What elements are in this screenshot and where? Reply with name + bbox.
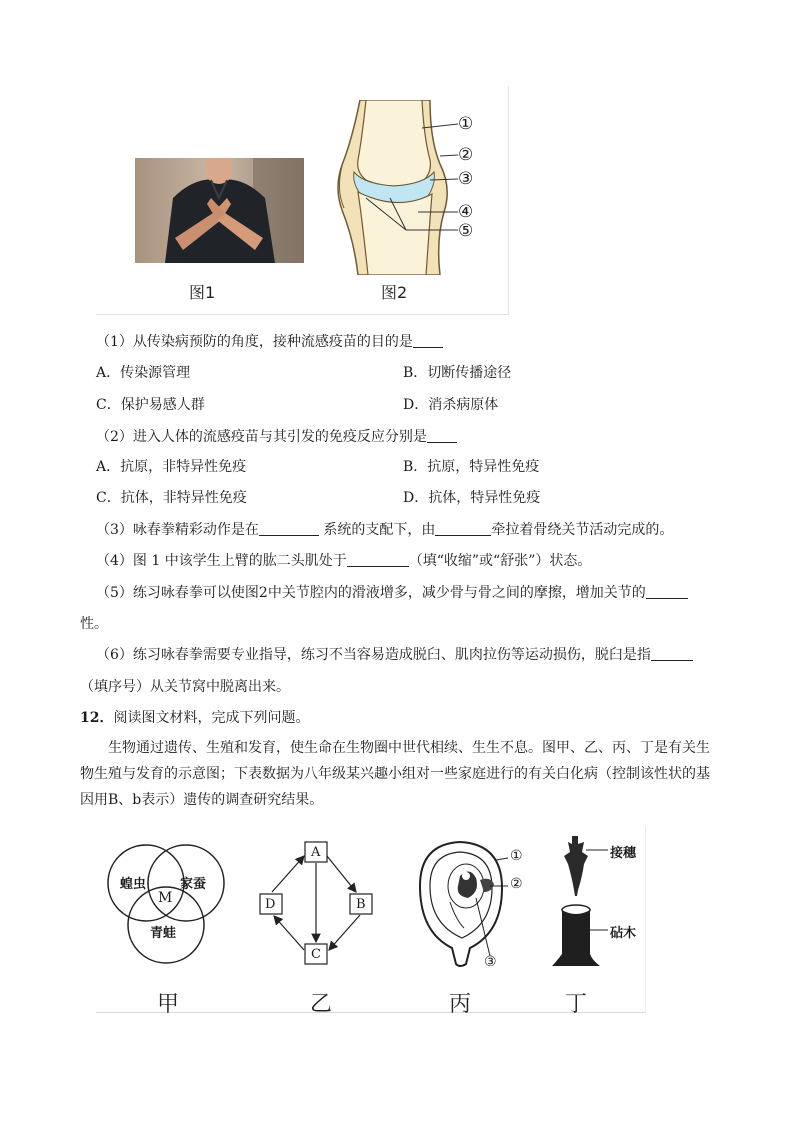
joint-label-4: ④ — [458, 202, 474, 222]
answer-blank-2[interactable] — [427, 428, 457, 443]
option-2-c[interactable]: C．抗体，非特异性免疫 — [96, 490, 247, 506]
embryo-label-3: ③ — [484, 954, 497, 970]
answer-blank-4[interactable] — [347, 552, 409, 567]
option-1-c[interactable]: C．保护易感人群 — [96, 397, 205, 413]
question-11-4: （4）图 1 中该学生上臂的肱二头肌处于 （填“收缩”或“舒张”）状态。 — [96, 553, 592, 569]
joint-label-3: ③ — [458, 169, 474, 189]
question-12-title: 12．阅读图文材料，完成下列问题。 — [80, 710, 310, 726]
option-1-d[interactable]: D．消杀病原体 — [403, 397, 499, 413]
option-1-b[interactable]: B．切断传播途径 — [403, 365, 512, 381]
venn-label-center: M — [158, 890, 173, 906]
option-2-b[interactable]: B．抗原，特异性免疫 — [403, 459, 540, 475]
answer-blank-3b[interactable] — [435, 521, 491, 536]
answer-blank-6[interactable] — [651, 646, 693, 661]
venn-label-frog: 青蛙 — [150, 926, 177, 941]
question-11-2: （2）进入人体的流感疫苗与其引发的免疫反应分别是 — [96, 426, 457, 446]
question-11-1: （1）从传染病预防的角度，接种流感疫苗的目的是 — [96, 331, 443, 351]
cycle-node-b: B — [356, 897, 366, 912]
answer-blank-5[interactable] — [646, 584, 688, 599]
joint-label-1: ① — [458, 114, 474, 134]
cycle-node-d: D — [265, 897, 276, 912]
figure-jia-caption: 甲 — [157, 992, 180, 1017]
graft-label-scion: 接穗 — [610, 846, 637, 861]
question-11-6-cont: （填序号）从关节窝中脱离出来。 — [80, 679, 290, 695]
answer-blank-1[interactable] — [413, 333, 443, 348]
joint-label-5: ⑤ — [458, 221, 474, 241]
figure-ding-caption: 丁 — [565, 992, 588, 1017]
venn-label-locust: 蝗虫 — [120, 877, 147, 892]
option-1-a[interactable]: A．传染源管理 — [96, 365, 191, 381]
embryo-label-2: ② — [510, 876, 523, 892]
grafting-diagram — [548, 834, 614, 974]
question-11-5: （5）练习咏春拳可以使图2中关节腔内的滑液增多，减少骨与骨之间的摩擦，增加关节的 — [96, 582, 688, 602]
figure-yi-caption: 乙 — [310, 992, 333, 1017]
question-11-3: （3）咏春拳精彩动作是在 系统的支配下，由 牵拉着骨绕关节活动完成的。 — [96, 522, 674, 538]
question-12-paragraph: 生物通过遗传、生殖和发育，使生命在生物圈中世代相续、生生不息。图甲、乙、丙、丁是有关生物生殖与发育的示意图；下表数据为八年级某兴趣小组对一些家庭进行的有关白化病（控制该性状的基因用B、b表示）遗传的调查研究结果。 — [80, 740, 710, 808]
figure-2-caption: 图2 — [381, 283, 408, 302]
wingchun-photo — [135, 158, 304, 263]
venn-label-silkworm: 家蚕 — [180, 877, 207, 892]
option-2-a[interactable]: A．抗原，非特异性免疫 — [96, 459, 247, 475]
figure-bing-caption: 丙 — [449, 992, 472, 1017]
embryo-label-1: ① — [510, 848, 523, 864]
answer-blank-3a[interactable] — [259, 521, 319, 536]
question-11-6: （6）练习咏春拳需要专业指导，练习不当容易造成脱臼、肌肉拉伤等运动损伤，脱臼是指 — [96, 644, 693, 664]
figure-1-caption: 图1 — [189, 283, 216, 302]
cycle-node-a: A — [311, 845, 321, 860]
cycle-node-c: C — [311, 947, 321, 962]
option-2-d[interactable]: D．抗体，特异性免疫 — [403, 490, 541, 506]
graft-label-stock: 砧木 — [610, 926, 637, 941]
question-11-5-cont: 性。 — [80, 616, 108, 632]
joint-label-2: ② — [458, 145, 474, 165]
